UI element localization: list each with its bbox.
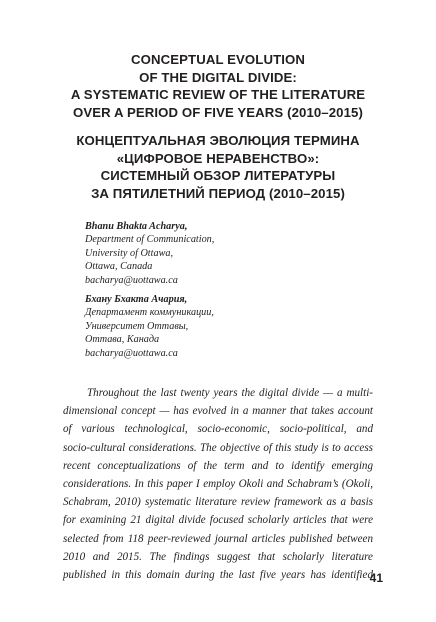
abstract-line: Schabram, 2010) systematic literature review framework as a basis xyxy=(63,496,373,509)
author-department: Department of Communication, xyxy=(85,234,215,246)
author-block-english xyxy=(85,220,345,287)
author-university: Университет Оттавы, xyxy=(85,320,189,332)
abstract-line: socio-cultural considerations. The objective of this study is to access xyxy=(63,441,373,454)
author-name: Бхану Бхакта Ачария, xyxy=(85,294,188,305)
author-department: Департамент коммуникации, xyxy=(85,307,214,319)
author-location: Ottawa, Canada xyxy=(85,261,153,273)
author-email: bacharya@uottawa.ca xyxy=(85,274,178,286)
abstract-line: dimensional concept — has evolved in a manner that takes account xyxy=(63,405,373,418)
abstract-line: of various technological, socio-economic, socio-political, and xyxy=(63,423,373,436)
abstract-line: for examining 21 digital divide focused scholarly articles that were xyxy=(63,514,373,527)
title-russian-line: КОНЦЕПТУАЛЬНАЯ ЭВОЛЮЦИЯ ТЕРМИНА xyxy=(76,133,360,148)
title-english-line: CONCEPTUAL EVOLUTION xyxy=(131,52,305,67)
author-name: Bhanu Bhakta Acharya, xyxy=(85,221,188,232)
title-english-line: OVER A PERIOD OF FIVE YEARS (2010–2015) xyxy=(73,104,363,120)
abstract-line: recent conceptualizations of the term and to identify emerging xyxy=(63,459,373,472)
abstract-line: published in this domain during the last five years has identified xyxy=(63,569,373,582)
author-university: University of Ottawa, xyxy=(85,247,174,259)
title-english-line: OF THE DIGITAL DIVIDE: xyxy=(139,69,297,85)
abstract-line: Throughout the last twenty years the digital divide — a multi- xyxy=(87,387,373,399)
title-english xyxy=(20,51,416,121)
abstract-paragraph xyxy=(63,384,373,584)
abstract-line: 2010 and 2015. The findings suggest that scholarly literature xyxy=(63,550,373,563)
title-russian-line: СИСТЕМНЫЙ ОБЗОР ЛИТЕРАТУРЫ xyxy=(100,168,336,183)
author-email: bacharya@uottawa.ca xyxy=(85,347,178,359)
title-russian xyxy=(20,132,416,202)
page-number: 41 xyxy=(369,571,383,585)
title-russian-line: «ЦИФРОВОЕ НЕРАВЕНСТВО»: xyxy=(116,150,320,166)
abstract-line: considerations. In this paper I employ Okoli and Schabram’s (Okoli, xyxy=(63,478,373,491)
author-block-russian xyxy=(85,293,345,360)
title-russian-line: ЗА ПЯТИЛЕТНИЙ ПЕРИОД (2010–2015) xyxy=(91,185,345,201)
title-english-line: A SYSTEMATIC REVIEW OF THE LITERATURE xyxy=(70,87,366,102)
author-location: Оттава, Канада xyxy=(85,334,160,346)
abstract-line: selected from 118 peer-reviewed journal articles published between xyxy=(63,532,373,545)
